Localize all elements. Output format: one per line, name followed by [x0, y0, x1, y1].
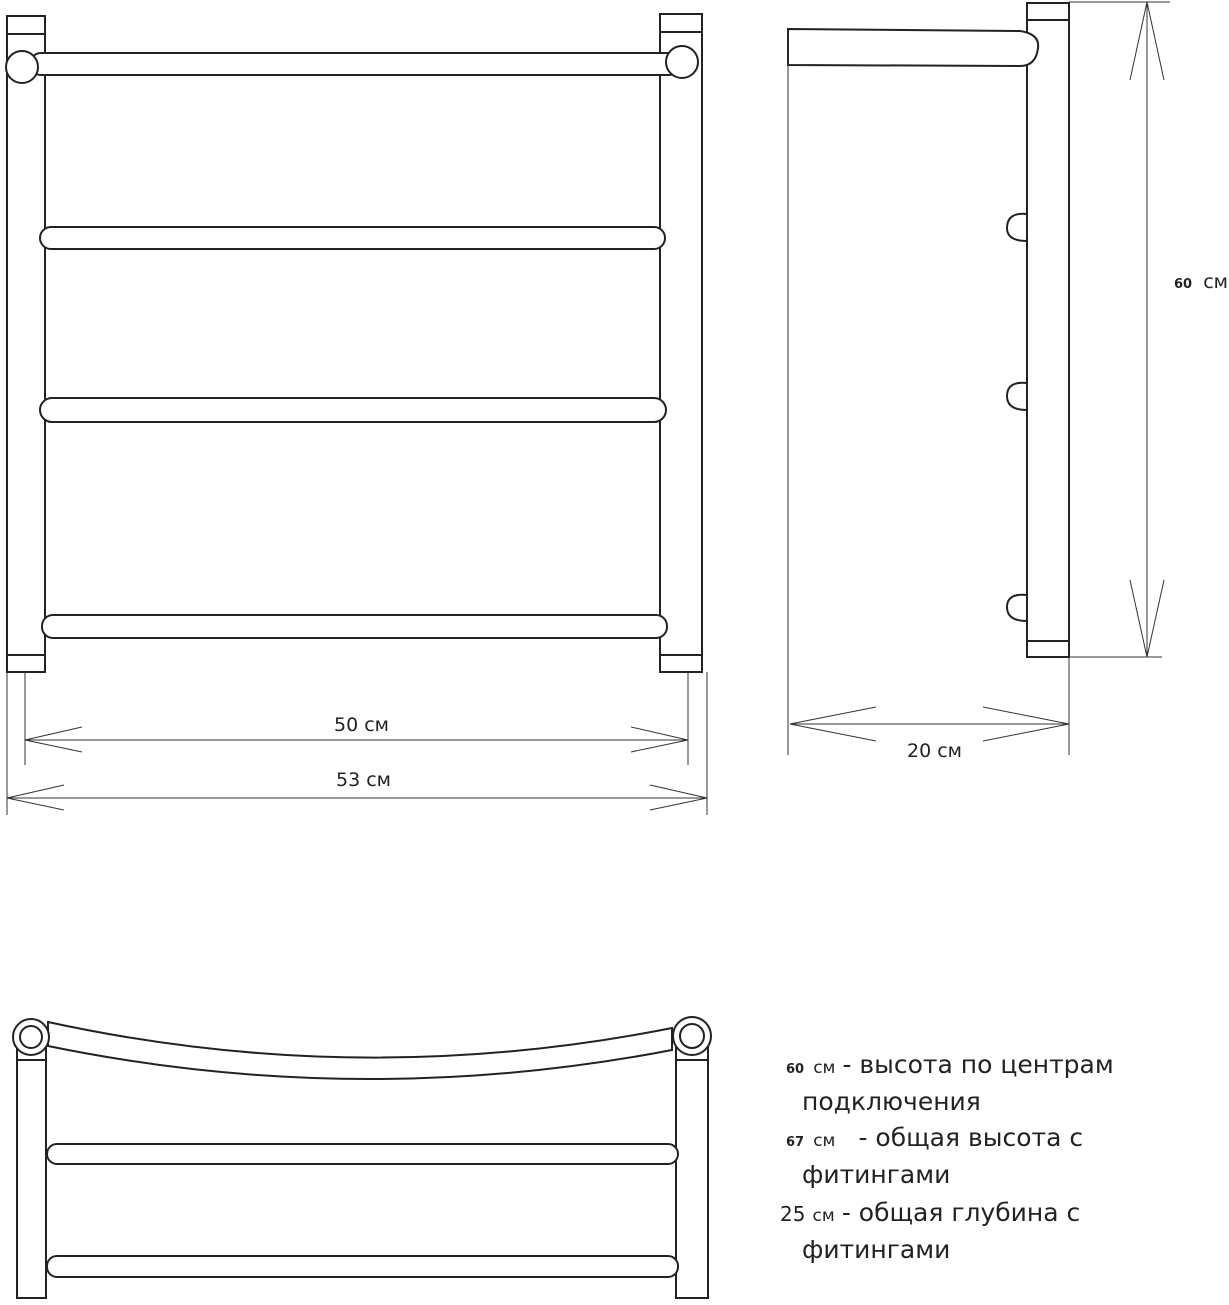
- front-view: [6, 14, 707, 815]
- svg-text:67 см - общая: 67 см - общая высота с: [786, 1123, 1084, 1152]
- top-view: [13, 1017, 711, 1298]
- svg-text:60 см - высота: 60 см - высота по центрам: [786, 1050, 1114, 1079]
- top-view-left-fitting: [13, 1019, 49, 1055]
- svg-text:подключения: подключения: [802, 1087, 981, 1116]
- top-view-rung-1: [47, 1144, 678, 1164]
- curved-top-rail: [48, 1022, 672, 1079]
- side-post: [1027, 3, 1069, 657]
- outer-width-label: 53 см: [336, 769, 392, 791]
- note-total-height: [786, 1123, 1083, 1189]
- svg-text:фитингами: фитингами: [802, 1160, 951, 1189]
- rung-3: [42, 615, 667, 638]
- notes: [780, 1050, 1114, 1264]
- svg-text:25 см - общая: 25 см - общая глубина с: [780, 1198, 1081, 1227]
- top-rail: [30, 53, 680, 75]
- top-view-right-fitting: [673, 1017, 711, 1055]
- fitting-3: [1007, 595, 1027, 621]
- note-connection-height: [786, 1050, 1114, 1116]
- note-total-depth: [780, 1198, 1080, 1264]
- depth-label: 20 см: [907, 740, 963, 762]
- left-post: [7, 16, 45, 672]
- svg-text:фитингами: фитингами: [802, 1235, 951, 1264]
- side-top-rail: [788, 29, 1038, 66]
- top-view-left-post: [17, 1040, 46, 1298]
- height-label: 60 см: [1174, 271, 1228, 293]
- side-view: [788, 2, 1228, 762]
- rung-2: [40, 398, 666, 422]
- fitting-1: [1007, 214, 1027, 241]
- top-right-fitting: [666, 46, 698, 78]
- top-view-right-post: [676, 1040, 708, 1298]
- rung-1: [40, 227, 665, 249]
- top-left-fitting: [6, 51, 38, 83]
- right-post: [660, 14, 702, 672]
- inner-width-label: 50 см: [334, 714, 390, 736]
- fitting-2: [1007, 383, 1027, 410]
- top-view-rung-2: [47, 1256, 678, 1277]
